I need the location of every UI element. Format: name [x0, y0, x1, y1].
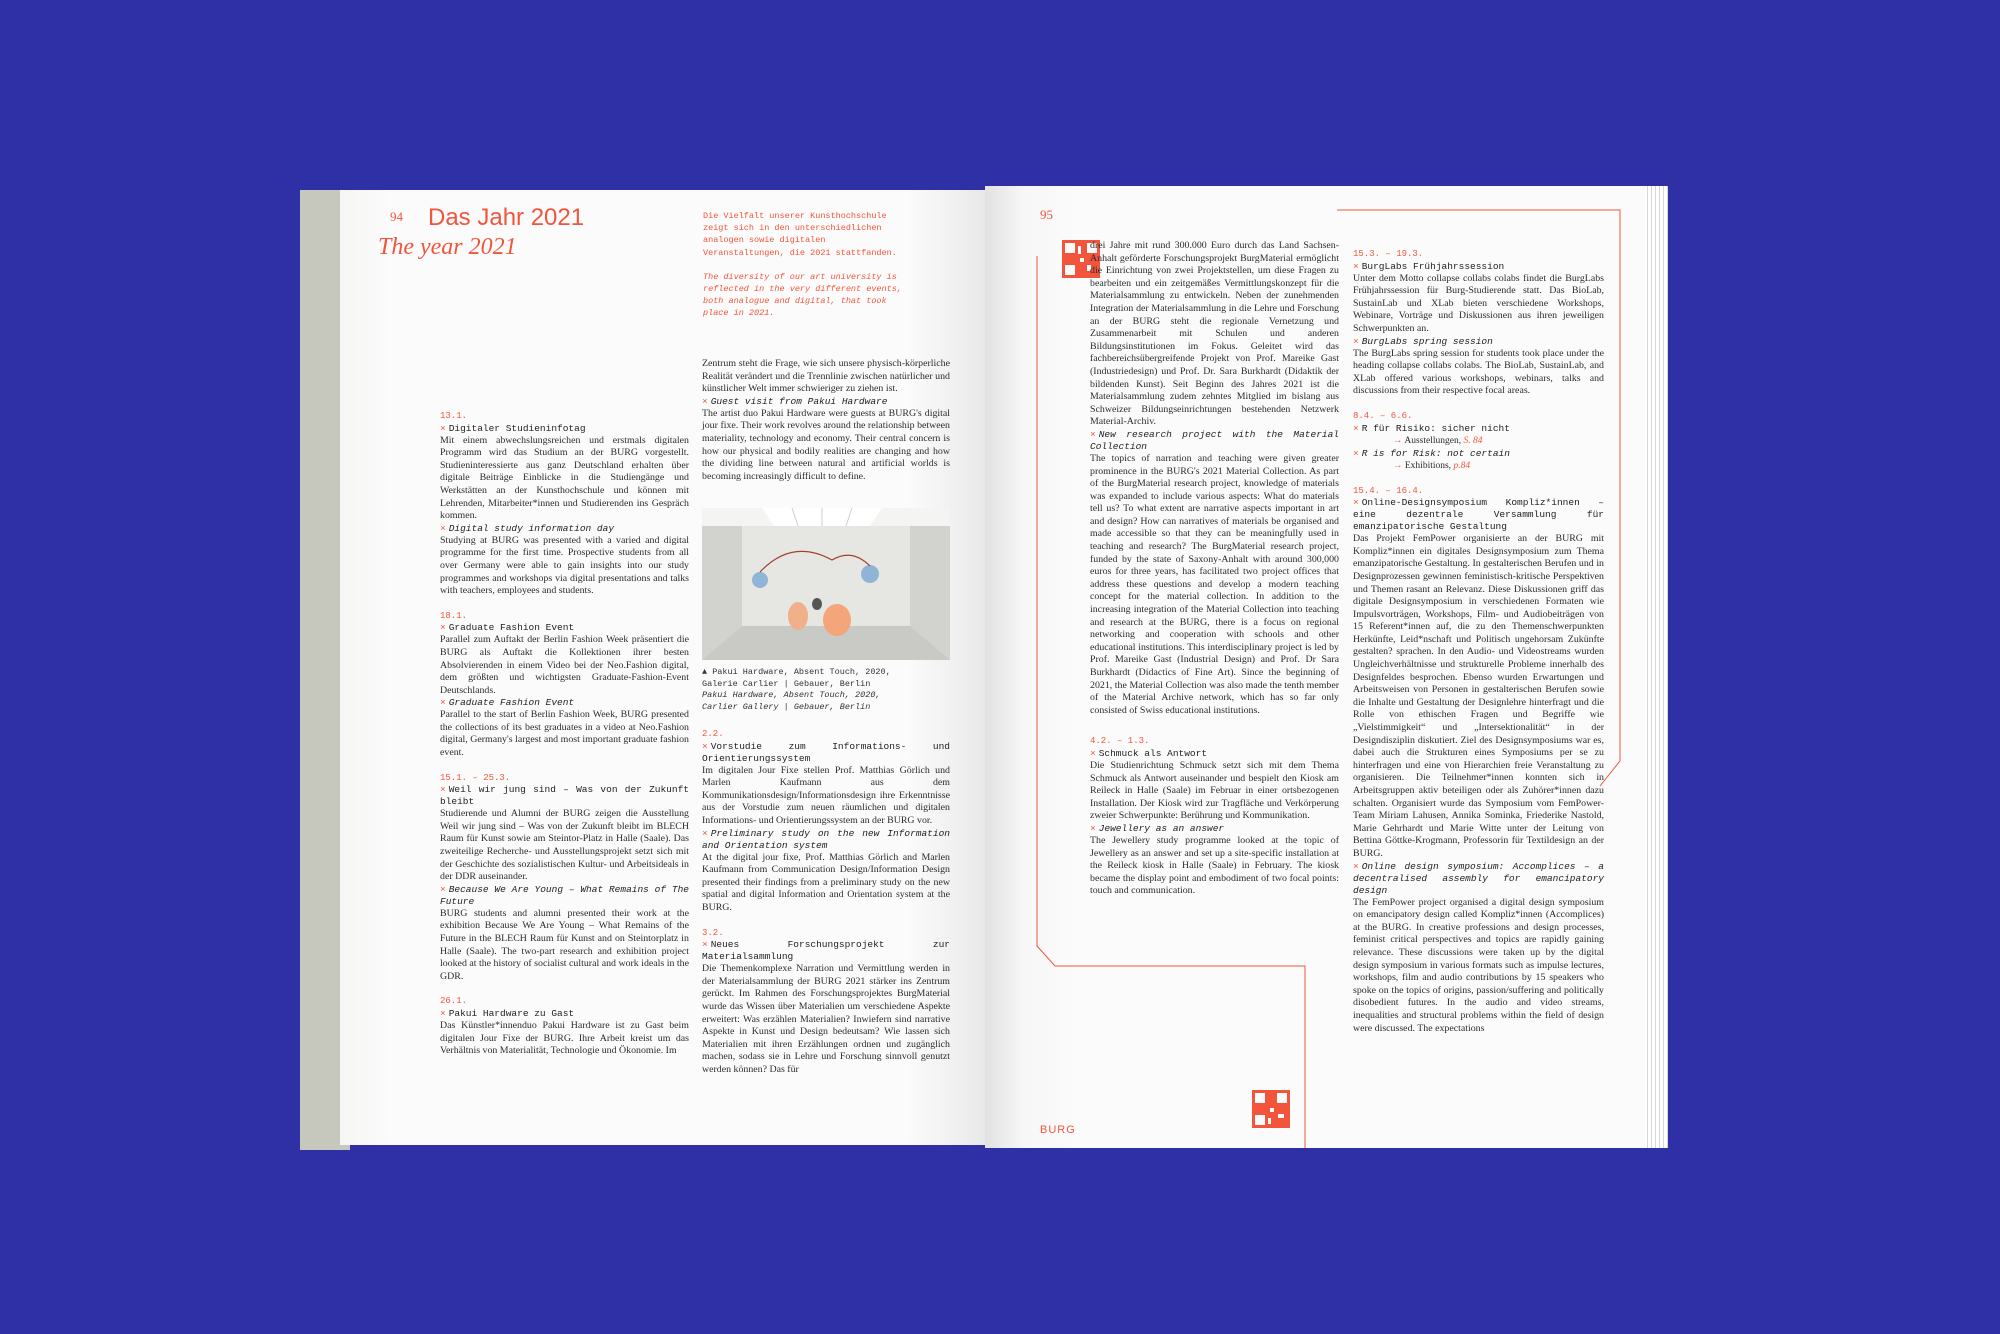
- entry-6: [702, 927, 950, 1077]
- entry-date: 3.2.: [702, 927, 724, 938]
- entry-body-de: Mit einem abwechslungsreichen und erstmals digitalen Programm wird das Studium an der BURG vorgestellt. Studieninteressierte aus ganz Deutschland erhalten über digitale Beiträge Einblicke in die Studiengänge und Werkstätten an der Kunsthochschule und können mit Lehrenden, Mitarbeiter*innen und Studierenden ins Gespräch kommen.: [440, 434, 689, 522]
- cross-marker-icon: ×: [440, 422, 446, 434]
- entry-heading-en: × Preliminary study on the new Information and Orientation system: [702, 827, 950, 851]
- entry-heading-en: × New research project with the Material Collection: [1090, 428, 1339, 452]
- entry-heading-en: × Jewellery as an answer: [1090, 822, 1225, 834]
- arrow-right-icon: →: [1393, 435, 1405, 446]
- caption-line: ▲ Pakui Hardware, Absent Touch, 2020,: [702, 667, 891, 677]
- entry-date: 2.2.: [702, 729, 724, 739]
- entry-7: [1090, 735, 1339, 898]
- entry-date: 15.1. – 25.3.: [440, 772, 511, 783]
- caption-line: Carlier Gallery | Gebauer, Berlin: [702, 701, 871, 712]
- continued-body-de: drei Jahre mit rund 300.000 Euro durch das Land Sachsen-Anhalt geförderte Forschungsprojekt BurgMaterial ermöglicht die Einrichtung von zwei Projektstellen, um diese Fragen zu bearbeiten und ein zeitgemäßes Vermittlungskonzept für die Materialsammlung zu entwickeln. Neben der zunehmenden Integration der Materialsammlung in die Lehre und Forschung an der BURG steht die regionale Vernetzung und Zusammenarbeit mit Schulen und anderen Bildungsinstitutionen im Fokus. Geleitet wird das fachbereichsübergreifende Projekt von Prof. Mareike Gast (Industriedesign) und Prof. Dr. Sara Burkhardt (Didaktik der bildenden Kunst). Seit Beginn des Jahres 2021 ist die Materialsammlung zudem zehntes Mitglied im bislang aus Schweizer Bildungseinrichtungen bestehenden Netzwerk Material-Archiv.: [1090, 240, 1339, 428]
- entry-body-en: The FemPower project organised a digital design symposium on emancipatory design called Kompliz*innen (Accomplices) at the BURG. In creative professions and design processes, feminist critical perspectives and topics are rapidly gaining relevance. These discussions were taken up by the digital design symposium in various formats such as impulse lectures, workshops, film and audio contributions by 15 speakers who spoke on the topics of origins, passion/suffering and politically disobedient futures. In the audio and video streams, inequalities and structural problems within the field of design were discussed. The expectations: [1353, 896, 1604, 1034]
- cross-marker-icon: ×: [1090, 428, 1096, 440]
- cross-reference-en: → Exhibitions, p.84: [1393, 460, 1471, 471]
- entry-4: [440, 995, 689, 1057]
- cross-marker-icon: ×: [702, 395, 708, 407]
- entry-date: 26.1.: [440, 996, 468, 1007]
- entry-body-en: The BurgLabs spring session for students took place under the heading collapse collabs colabs. The BioLab, SustainLab, and XLab offered various workshops, webinars, talks and discussions from their respective focal areas.: [1353, 347, 1604, 397]
- cross-marker-icon: ×: [1353, 335, 1359, 347]
- entry-heading-de: × Vorstudie zum Informations- und Orientierungssystem: [702, 740, 950, 764]
- entry-body-en: BURG students and alumni presented their work at the exhibition Because We Are Young – What Remains of the Future in the BLECH Raum für Kunst and on Steintorplatz in Halle (Saale). The two-part research and exhibition project looked at the history of socialist cultural and work ideals in the GDR.: [440, 907, 689, 982]
- intro-german: Die Vielfalt unserer Kunsthochschule zeigt sich in den unterschiedlichen analogen sowie digitalen Veranstaltungen, die 2021 stattfanden.: [703, 211, 897, 258]
- entry-heading-en: × Online design symposium: Accomplices – a decentralised assembly for emancipatory design: [1353, 860, 1604, 896]
- entry-1: [440, 410, 689, 598]
- qr-code-icon: [1252, 1090, 1290, 1128]
- right-page: [985, 186, 1645, 1148]
- entry-body-en: At the digital jour fixe, Prof. Matthias Görlich and Marlen Kaufmann from Communication Design/Information Design presented their findings from a preliminary study on the new spatial and digital Information and Orientation system at the BURG.: [702, 851, 950, 913]
- entry-body-de: Die Studienrichtung Schmuck setzt sich mit dem Thema Schmuck als Antwort auseinander und bespielt den Kiosk am Reileck in Halle (Saale) im Februar in einer ortsbezogenen Installation. Der Kiosk wird zur Tragfläche und Verkörperung zweier Schwerpunkte: Berührung und Kommunikation.: [1090, 759, 1339, 822]
- column-3: [1090, 240, 1339, 898]
- exhibition-photo-illustration: [702, 508, 950, 660]
- entry-heading-en: × Digital study information day: [440, 522, 615, 534]
- entry-heading-de: × BurgLabs Frühjahrssession: [1353, 260, 1505, 272]
- footer-logo: BURG: [1040, 1124, 1076, 1136]
- column-2: [702, 358, 950, 483]
- cross-marker-icon: ×: [1353, 860, 1359, 872]
- entry-body-en: Studying at BURG was presented with a varied and digital programme for the first time. Prospective students from all over Germany were able to gain insights into our study programmes and workshops via digital presentations and talks with teachers, employees and students.: [440, 534, 689, 597]
- entry-5: [702, 728, 950, 915]
- entry-9: [1353, 410, 1604, 473]
- entry-body-en: Parallel to the start of Berlin Fashion Week, BURG presented the collections of its best graduates in a video at Neo.Fashion digital, Germany's largest and most important graduate fashion event.: [440, 709, 689, 759]
- cross-marker-icon: ×: [440, 522, 446, 534]
- page-link[interactable]: p.84: [1453, 460, 1471, 471]
- entry-body-en: The Jewellery study programme looked at the topic of Jewellery as an answer and set up a site-specific installation at the Reileck kiosk in Halle (Saale) in February. The kiosk became the display point and embodiment of two focal points: touch and communication.: [1090, 834, 1339, 897]
- entry-10: [1353, 485, 1604, 1036]
- entry-body-de: Das Künstler*innenduo Pakui Hardware ist zu Gast beim digitalen Jour Fixe der BURG. Ihre Arbeit kreist um das Verhältnis von Materialität, Technologie und Ökonomie. Im: [440, 1019, 689, 1057]
- intro-english: The diversity of our art university is reflected in the very different events, both analogue and digital, that took place in 2021.: [703, 271, 902, 319]
- arrow-right-icon: →: [1393, 460, 1405, 471]
- entry-heading-de: × Pakui Hardware zu Gast: [440, 1007, 575, 1019]
- page-number-left: 94: [390, 209, 403, 224]
- title-german: Das Jahr 2021: [428, 204, 585, 231]
- entry-body-de: Im digitalen Jour Fixe stellen Prof. Matthias Görlich und Marlen Kaufmann aus dem Kommunikationsdesign/Informationsdesign ihre Erkenntnisse aus der Vorstudie zum neuen räumlichen und digitalen Informations- und Orientierungssystem an der BURG vor.: [702, 764, 950, 826]
- column-4: [1353, 248, 1604, 1035]
- cross-reference-de: → Ausstellungen, S. 84: [1393, 435, 1483, 446]
- column-2-lower: [702, 728, 950, 1076]
- cross-marker-icon: ×: [440, 622, 446, 634]
- cross-marker-icon: ×: [440, 784, 446, 796]
- photo-caption: [702, 667, 952, 713]
- page-number-right: 95: [1040, 207, 1053, 222]
- cross-marker-icon: ×: [440, 1007, 446, 1019]
- entry-body-de: Parallel zum Auftakt der Berlin Fashion Week präsentiert die BURG als Auftakt die Kollektionen ihrer besten Absolvierenden in einem Video bei der Neo.Fashion digital, dem größten und wichtigsten Graduate-Fashion-Event Deutschlands.: [440, 634, 689, 696]
- cross-marker-icon: ×: [440, 697, 446, 709]
- column-1: [440, 410, 689, 1058]
- entry-heading-en: × BurgLabs spring session: [1353, 335, 1493, 347]
- entry-heading-en: × R is for Risk: not certain: [1353, 447, 1510, 459]
- cross-marker-icon: ×: [1353, 260, 1359, 272]
- cross-marker-icon: ×: [702, 939, 708, 951]
- cross-marker-icon: ×: [440, 883, 446, 895]
- entry-heading-en: × Because We Are Young – What Remains of The Future: [440, 883, 689, 907]
- entry-date: 15.3. – 19.3.: [1353, 249, 1424, 259]
- entry-body-en: The artist duo Pakui Hardware were guests at BURG's digital jour fixe. Their work revolves around the relationship between materiality, technology and economy. Their central concern is how our physical and bodily realities are changing and how the dividing line between natural and artificial worlds is becoming increasingly difficult to define.: [702, 407, 950, 482]
- cross-marker-icon: ×: [1353, 447, 1359, 459]
- cross-marker-icon: ×: [1353, 497, 1359, 509]
- entry-date: 13.1.: [440, 411, 468, 421]
- entry-heading-de: × Online-Designsymposium Kompliz*innen – eine dezentrale Versammlung für emanzipatorische Gestaltung: [1353, 497, 1604, 533]
- entry-body-en: The topics of narration and teaching were given greater prominence in the BURG's 2021 Material Collection. As part of the BurgMaterial research project, knowledge of materials was expanded to include various aspects: What do materials tell us? To what extent are narrative aspects important in art and design? How can narratives of materials be organised and made accessible so that they can be meaningfully used in teaching and research? The BurgMaterial research project, funded by the state of Saxony-Anhalt with around 300,000 euros for three years, has facilitated two project offices that address these questions and develop a modern teaching concept for the material collection. In addition to the increasing integration of the Material Collection into teaching and research at the BURG, there is a focus on regional networking and cooperation with schools and other educational institutions. This interdisciplinary project is led by Prof. Mareike Gast (Industrial Design) and Prof. Dr Sara Burkhardt (Didactics of Fine Art). Since the beginning of 2021, the Material Collection was also made the tenth member of the Material Archive network, which has so far only consisted of Swiss educational institutions.: [1090, 452, 1339, 716]
- entry-heading-de: × Schmuck als Antwort: [1090, 747, 1208, 759]
- entry-heading-de: × Digitaler Studieninfotag: [440, 422, 586, 434]
- entry-date: 15.4. – 16.4.: [1353, 485, 1424, 496]
- cross-marker-icon: ×: [1090, 822, 1096, 834]
- entry-heading-de: × Weil wir jung sind – Was von der Zukunft bleibt: [440, 784, 689, 808]
- cross-marker-icon: ×: [702, 827, 708, 839]
- entry-date: 18.1.: [440, 610, 468, 621]
- cross-marker-icon: ×: [1090, 747, 1096, 759]
- entry-heading-de: × R für Risiko: sicher nicht: [1353, 422, 1510, 434]
- intro-text: [703, 210, 903, 320]
- entry-body-de: Studierende und Alumni der BURG zeigen die Ausstellung Weil wir jung sind – Was von der Zukunft bleibt im BLECH Raum für Kunst sowie am Steintor-Platz in Halle (Saale). Das zweiteilige Recherche- und Ausstellungsprojekt setzt sich mit der Geschichte des sozialistischen Kultur- und Arbeitsideals in der DDR auseinander.: [440, 808, 689, 883]
- gallery-photo: [702, 508, 950, 660]
- left-page: [340, 190, 985, 1145]
- entry-2: [440, 610, 689, 760]
- caption-line: Pakui Hardware, Absent Touch, 2020,: [702, 690, 881, 700]
- entry-heading-de: × Neues Forschungsprojekt zur Materialsammlung: [702, 939, 950, 963]
- entry-body-de: Das Projekt FemPower organisierte an der BURG mit Kompliz*innen ein digitales Designsymposium zum Thema emanzipatorische Gestaltung. In gestalterischen Berufen und in Designprozessen gewinnen feministisch-kritische Perspektiven und Themen rasant an Relevanz. Diese Diskussionen griff das digitale Designsymposium in verschiedenen Formaten wie Impulsvorträgen, Workshops, Film- und Audiobeiträgen von 15 Referent*innen auf, die zu den Themenschwerpunkten Herkünfte, Leid*nschaft und Politisch ungehorsam Zukünfte gestalten? sprachen. In den Audio- und Videostreams wurden Ungleichverhältnisse und strukturelle Probleme innerhalb des Designfeldes besprochen. Ebenso wurden Erwartungen und Arbeitsweisen von Personen in gestalterischen Berufen sowie die Inhalte und Gestaltung der Designlehre hinterfragt und die Rolle von ethischen Fragen und Begriffe wie „Vielstimmigkeit“ und „Intersektionalität“ in der Designdisziplin diskutiert. Ziel des Designsymposiums war es, dabei auch die Strukturen eines Symposiums per se zu hinterfragen und eine von Hierarchien freie Veranstaltung zu organisieren. Die Teilnehmer*innen konnten sich in Arbeitsgruppen aktiv beteiligen oder als Zuhörer*innen dazu schalten. Organisiert wurde das Symposium vom FemPower-Team Miriam Lahusen, Annika Sominka, Friederike Nastold, Marie Gehrhardt und Marie Witte unter der Leitung von Bettina Göttke-Krogmann, Professorin für Textildesign an der BURG.: [1353, 533, 1604, 859]
- entry-body-de: Die Themenkomplexe Narration und Vermittlung werden in der Materialsammlung der BURG 2021 stärker ins Zentrum gerückt. Im Rahmen des Forschungsprojektes BurgMaterial wurde das Wissen über Materialien um verschiedene Aspekte erweitert: Was erzählen Materialien? Inwiefern sind narrative Aspekte in Kunst und Design bedeutsam? Wie lassen sich Materialien mit ihren Erzählungen ordnen und zugänglich machen, sodass sie in Lehre und Forschung sinnvoll genutzt werden können? Das für: [702, 963, 950, 1075]
- cross-marker-icon: ×: [1353, 422, 1359, 434]
- cross-marker-icon: ×: [702, 740, 708, 752]
- entry-heading-en: × Graduate Fashion Event: [440, 697, 575, 709]
- entry-date: 4.2. – 1.3.: [1090, 736, 1150, 747]
- entry-8: [1353, 248, 1604, 398]
- entry-3: [440, 772, 689, 984]
- title-english: The year 2021: [378, 234, 517, 260]
- entry-heading-de: × Graduate Fashion Event: [440, 622, 575, 634]
- page-link[interactable]: S. 84: [1463, 435, 1483, 446]
- entry-heading-en: × Guest visit from Pakui Hardware: [702, 395, 888, 407]
- entry-body-de: Unter dem Motto collapse collabs colabs findet die BurgLabs Frühjahrssession für Burg-Studierende statt. Das BioLab, SustainLab und XLab bieten verschiedene Workshops, Webinare, Vorträge und Diskussionen aus ihren jeweiligen Schwerpunkten an.: [1353, 272, 1604, 334]
- entry-date: 8.4. – 6.6.: [1353, 410, 1413, 421]
- continued-body-de: Zentrum steht die Frage, wie sich unsere physisch-körperliche Realität verändert und die Trennlinie zwischen natürlicher und künstlicher Welt immer schwieriger zu ziehen ist.: [702, 358, 950, 395]
- caption-line: Galerie Carlier | Gebauer, Berlin: [702, 678, 871, 689]
